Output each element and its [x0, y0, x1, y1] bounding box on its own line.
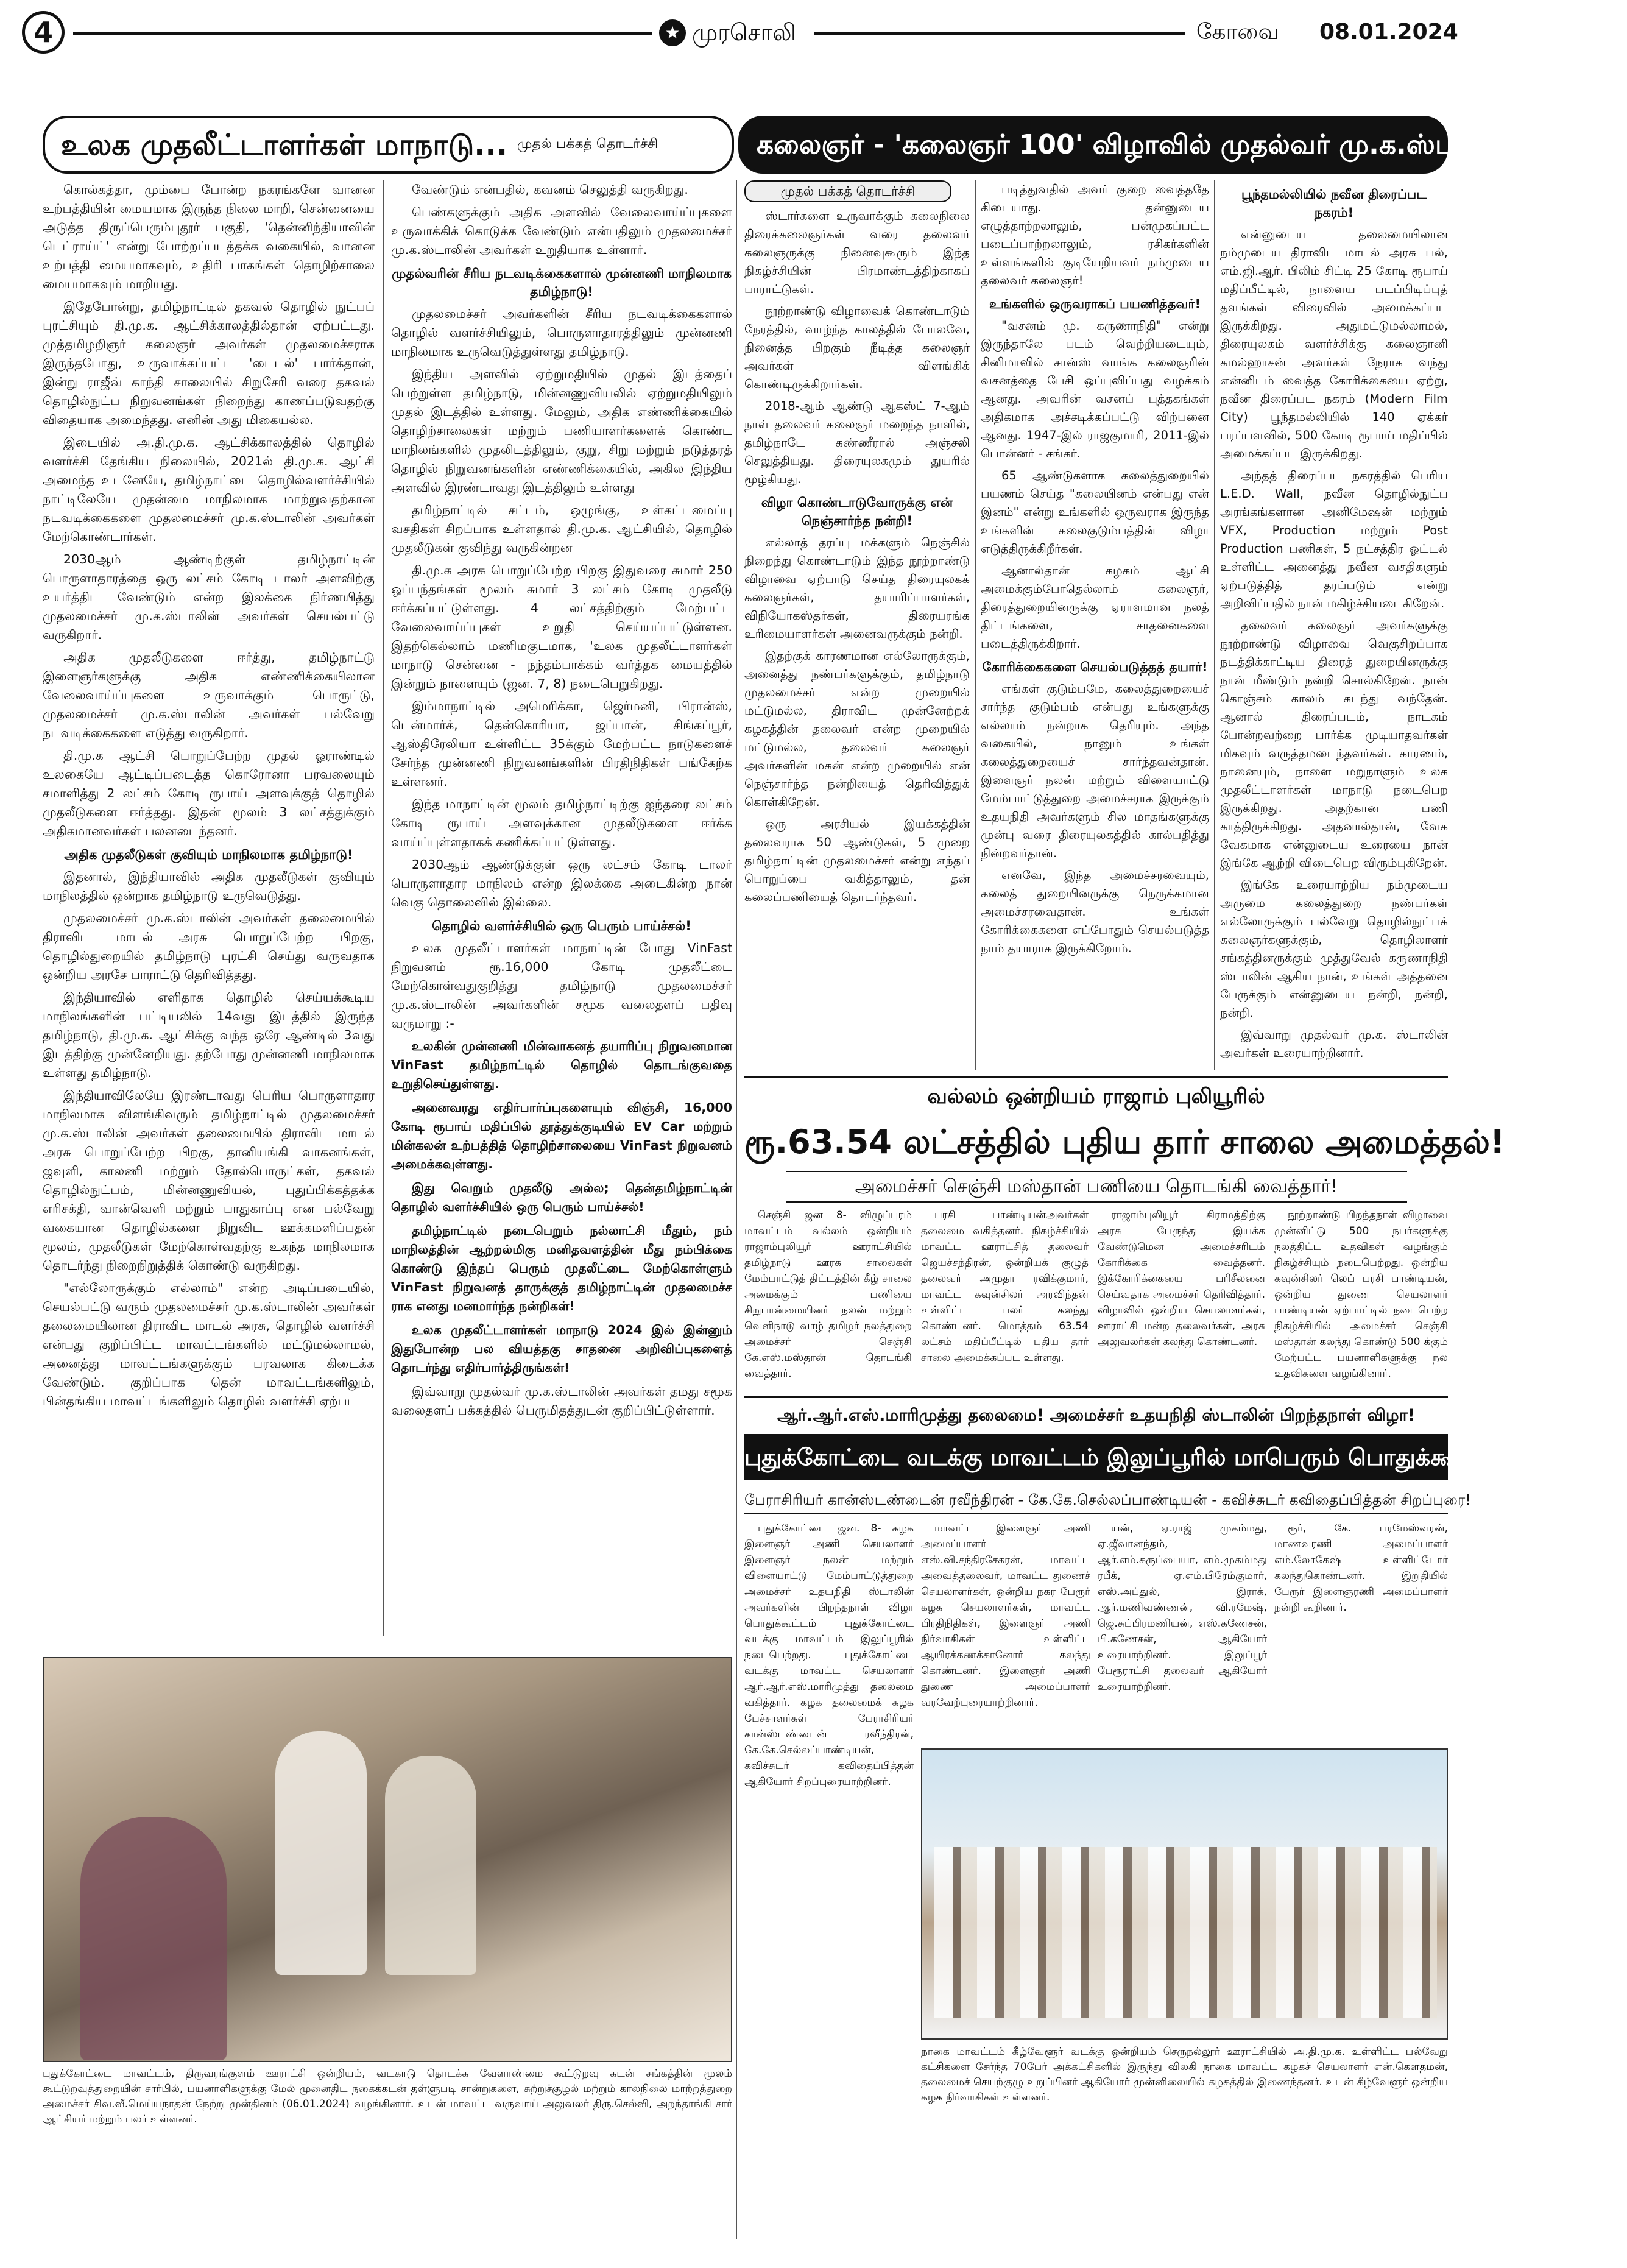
page-number-badge: [22, 11, 65, 54]
paragraph: பெண்களுக்கும் அதிக அளவில் வேலைவாய்ப்புகளை உருவாக்கிக் கொடுக்க வேண்டும் என்பதிலும் முதலமைச்சர் மு.க.ஸ்டாலின் அவர்கள் உறுதியாக உள்ளார்.: [391, 205, 732, 257]
right-article-column-1: [744, 207, 970, 1072]
paragraph: எங்கள் குடும்பமே, கலைத்துறையைச் சார்ந்த குடும்பம் என்பது உங்களுக்கு எல்லாம் நன்றாக தெரியும். அந்த வகையில், நானும் உங்கள் கலைத்துறையைச் சார்ந்தவன்தான். இளைஞர் நலன் மற்றும் விளையாட்டு மேம்பாட்டுத்துறை அமைச்சராக இருக்கும் உதயநிதி அவர்களும் சில மாதங்களுக்கு முன்பு வரை திரையுலகத்தில் கால்பதித்து நின்றவர்தான்.: [981, 682, 1209, 860]
paragraph: பரசி பாண்டியன்அவர்கள் தலைமை வகித்தனர். நிகழ்ச்சியில் மாவட்ட ஊராட்சித் தலைவர் ஜெயச்சந்திரன், ஒன்றியக் குழுத் தலைவர் அமுதா ரவிக்குமார், மாவட்ட கவுன்சிலர் அரவிந்தன் உள்ளிட்ட பலர் கலந்து கொண்டனர். மொத்தம் 63.54 லட்சம் மதிப்பீட்டில் புதிய தார் சாலை அமைக்கப்பட உள்ளது.: [921, 1209, 1089, 1364]
road-story-column-4: [1274, 1207, 1448, 1390]
meeting-story-column-2: [921, 1521, 1090, 1740]
paragraph: அதிக முதலீடுகளை ஈர்த்து, தமிழ்நாட்டு இளைஞர்களுக்கு அதிக எண்ணிக்கையிலான வேலைவாய்ப்புகளை உருவாக்கும் பொருட்டு, முதலமைச்சர் மு.க.ஸ்டாலின் அவர்கள் பல்வேறு நடவடிக்கைகளை எடுத்து வருகிறார்.: [43, 650, 375, 740]
left-continued-label: முதல் பக்கத் தொடர்ச்சி: [517, 136, 658, 152]
paragraph: தி.மு.க ஆட்சி பொறுப்பேற்ற முதல் ஓராண்டில் உலகையே ஆட்டிப்படைத்த கொரோனா பரவலையும் சமாளித்து 2 லட்சம் கோடி ரூபாய் அளவுக்குத் தொழில் முதலீடுகளை ஈர்த்தது. இதன் மூலம் 3 லட்சத்துக்கும் அதிகமானவர்கள் பலனடைந்தனர்.: [43, 748, 375, 838]
left-headline: உலக முதலீட்டாளர்கள் மாநாடு...: [61, 127, 507, 162]
paragraph: 2030ஆம் ஆண்டுக்குள் ஒரு லட்சம் கோடி டாலர் பொருளாதார மாநிலம் என்ற இலக்கை அடைகின்ற நான் வெகு தொலைவில் இல்லை.: [391, 857, 732, 910]
paragraph: இம்மாநாட்டில் அமெரிக்கா, ஜெர்மனி, பிரான்ஸ், டென்மார்க், தென்கொரியா, ஜப்பான், சிங்கப்பூர், ஆஸ்திரேலியா உள்ளிட்ட 35க்கும் மேற்பட்ட நாடுகளைச் சேர்ந்த முன்னணி நிறுவனங்களின் பிரதிநிதிகள் பங்கேற்க உள்ளனர்.: [391, 699, 732, 789]
paragraph: இந்தியாவிலேயே இரண்டாவது பெரிய பொருளாதார மாநிலமாக விளங்கிவரும் தமிழ்நாட்டில் முதலமைச்சர் மு.க.ஸ்டாலின் அவர்கள் தலைமையில் திராவிட மாடல் அரசு பொறுப்பேற்ற பிறகு, தானியங்கி வாகனங்கள், ஜவுளி, காலணி மற்றும் தோல்பொருட்கள், தகவல் தொழில்நுட்பம், மின்னணுவியல், புதுப்பிக்கத்தக்க எரிசக்தி, வான்வெளி மற்றும் பாதுகாப்பு என பல்வேறு வகையான தொழில்களை நிறுவிட ஊக்கமளிப்பதன் மூலம், முதலீடுகள் மேற்கொள்வதற்கு உகந்த மாநிலமாக தொடர்ந்து நிறைநிறுத்திக் கொண்டு வருகிறது.: [43, 1088, 375, 1273]
right-continued-label: முதல் பக்கத் தொடர்ச்சி: [744, 180, 951, 202]
meeting-story-subhead: பேராசிரியர் கான்ஸ்டண்டைன் ரவீந்திரன் - கே.கே.செல்லப்பாண்டியன் - கவிச்சுடர் கவிதைப்பித்தன் சிறப்புரை!: [744, 1486, 1448, 1514]
meeting-story-kicker: ஆர்.ஆர்.எஸ்.மாரிமுத்து தலைமை! அமைச்சர் உதயநிதி ஸ்டாலின் பிறந்தநாள் விழா!: [777, 1406, 1415, 1425]
paragraph: மாவட்ட இளைஞர் அணி அமைப்பாளர் எஸ்.வி.சந்திரசேகரன், மாவட்ட அவைத்தலைவர், மாவட்ட துணைச் செயலாளர்கள், ஒன்றிய நகர பேரூர் கழக செயலாளர்கள், மாவட்ட பிரதிநிதிகள், இளைஞர் அணி நிர்வாகிகள் உள்ளிட்ட ஆயிரக்கணக்கானோர் கலந்து கொண்டனர். இளைஞர் அணி துணை அமைப்பாளர் வரவேற்புரையாற்றினார்.: [921, 1522, 1090, 1709]
photo-figure: [80, 1817, 227, 2060]
road-story-kicker: வல்லம் ஒன்றியம் ராஜாம் புலியூரில்: [927, 1084, 1265, 1109]
paragraph: முதலமைச்சர் மு.க.ஸ்டாலின் அவர்கள் தலைமையில் திராவிட மாடல் அரசு பொறுப்பேற்ற பிறகு, தொழில்துறையில் தமிழ்நாடு புரட்சி செய்து வருவதாக ஒன்றிய அரசே பாராட்டு தெரிவித்தது.: [43, 911, 375, 982]
masthead: [22, 6, 1458, 73]
photo-loan-certificate-event: [43, 1657, 732, 2062]
paragraph: இதேபோன்று, தமிழ்நாட்டில் தகவல் தொழில் நுட்பப் புரட்சியும் தி.மு.க. ஆட்சிக்காலத்தில்தான் ஏற்பட்டது. முத்தமிழறிஞர் கலைஞர் அவர்கள் முதலமைச்சராக இருந்தபோது, உருவாக்கப்பட்ட 'டைடல்' பார்க்தான், இன்று ராஜீவ் காந்தி சாலையில் சிறுசேரி வரை தகவல் தொழில்நுட்ப நிறுவனங்கள் நிறைந்து காணப்படுவதற்கு விதையாக அமைந்தது. எனின் அது மிகையல்ல.: [43, 299, 375, 427]
paragraph: 2018-ஆம் ஆண்டு ஆகஸ்ட் 7-ஆம் நாள் தலைவர் கலைஞர் மறைந்த நாளில், தமிழ்நாடே கண்ணீரால் அஞ்சலி செலுத்தியது. திரையுலகமும் துயரில் மூழ்கியது.: [744, 399, 970, 486]
paragraph: நூற்றாண்டு பிறந்தநாள் விழாவை முன்னிட்டு 500 நபர்களுக்கு நலத்திட்ட உதவிகள் வழங்கும் நிகழ்ச்சியும் நடைபெற்றது. ஒன்றிய கவுன்சிலர் லெப் பரசி பாண்டியன், ஒன்றிய துணை செயலாளர் பாண்டியன் ஏற்பாட்டில் நடைபெற்ற நிகழ்ச்சியில் அமைச்சர் செஞ்சி மஸ்தான் கலந்து கொண்டு 500 க்கும் மேற்பட்ட பயனாளிகளுக்கு நல உதவிகளை வழங்கினார்.: [1274, 1209, 1448, 1380]
section-divider: [744, 1076, 1448, 1078]
road-story-column-2: [921, 1207, 1089, 1390]
paragraph: இங்கே உரையாற்றிய நம்முடைய அருமை கலைத்துறை நண்பர்கள் எல்லோருக்கும் பல்வேறு தொழில்நுட்பக் கலைஞர்களுக்கும், தொழிலாளர் சங்கத்தினருக்கும் முத்துவேல் கருணாநிதி ஸ்டாலின் ஆகிய நான், உங்கள் அத்தனை பேருக்கும் என்னுடைய நன்றி, நன்றி, நன்றி.: [1220, 878, 1448, 1020]
paragraph: செஞ்சி ஜன 8- விழுப்புரம் மாவட்டம் வல்லம் ஒன்றியம் ராஜாம்புலியூர் ஊராட்சியில் தமிழ்நாடு ஊரக சாலைகள் மேம்பாட்டுத் திட்டத்தின் கீழ் சாலை அமைக்கும் பணியை சிறுபான்மையினர் நலன் மற்றும் வெளிநாடு வாழ் தமிழர் நலத்துறை அமைச்சர் செஞ்சி கே.எஸ்.மஸ்தான் தொடங்கி வைத்தார்.: [744, 1209, 912, 1380]
paragraph: "எல்லோருக்கும் எல்லாம்" என்ற அடிப்படையில், செயல்பட்டு வரும் முதலமைச்சர் மு.க.ஸ்டாலின் அவர்கள் தலைமையிலான திராவிட மாடல் அரசு, தொழில் வளர்ச்சி என்பது குறிப்பிட்ட மாவட்டங்களில் மட்டுமல்லாமல், அனைத்து மாவட்டங்களுக்கும் பரவலாக கிடைக்க வேண்டும். குறிப்பாக தென் மாவட்டங்களிலும், பின்தங்கிய மாவட்டங்களிலும் தொழில் வளர்ச்சி ஏற்பட: [43, 1281, 375, 1408]
paper-name: முரசொலி: [692, 19, 796, 46]
paragraph: ஒரு அரசியல் இயக்கத்தின் தலைவராக 50 ஆண்டுகள், 5 முறை தமிழ்நாட்டின் முதலமைச்சர் என்று எந்தப் பொறுப்பை வகித்தாலும், தன் கலைப்பணியைத் தொடர்ந்தவர்.: [744, 817, 970, 904]
photo-figure: [385, 1756, 476, 1975]
column-rule: [383, 180, 384, 1636]
column-rule: [736, 180, 737, 2239]
paragraph: கொல்கத்தா, மும்பை போன்ற நகரங்களே வானன உற்பத்தியின் மையமாக இருந்த நிலை மாறி, சென்னையை அடுத்த திருப்பெரும்புதூர் பகுதி, 'தென்னிந்தியாவின் டெட்ராய்ட்' என்று போற்றப்படத்தக்க வகையில், வானன உற்பத்தி மையமாகவும், உதிரி பாகங்கள் தொழிற்சாலை மையமாகவும் மாறியது.: [43, 182, 375, 291]
paragraph: வேண்டும் என்பதில், கவனம் செலுத்தி வருகிறது.: [412, 182, 688, 197]
paragraph: இந்தியாவில் எளிதாக தொழில் செய்யக்கூடிய மாநிலங்களின் பட்டியலில் 14வது இடத்தில் இருந்த தமிழ்நாடு, தி.மு.க. ஆட்சிக்கு வந்த ஒரே ஆண்டில் 3வது இடத்திற்கு முன்னேறியது. தற்போது முன்னணி மாநிலமாக உள்ளது தமிழ்நாடு.: [43, 990, 375, 1080]
paragraph: படித்துவதில் அவர் குறை வைத்ததே கிடையாது. தன்னுடைய எழுத்தாற்றலாலும், பன்முகப்பட்ட படைப்பாற்றலாலும், ரசிகர்களின் உள்ளங்களில் குடியேறியவர் நம்முடைய தலைவர் கலைஞர்!: [981, 182, 1209, 288]
left-article-column-1: [43, 180, 375, 1636]
photo-right-caption: நாகை மாவட்டம் கீழ்வேளூர் வடக்கு ஒன்றியம் செருநல்லூர் ஊராட்சியில் அ.தி.மு.க. உள்ளிட்ட பல்வேறு கட்சிகளை சேர்ந்த 70பேர் அக்கட்சிகளில் இருந்து விலகி நாகை மாவட்ட கழகச் செயலாளர் என்.கௌதமன், தலைமைச் செயற்குழு உறுப்பினர் ஆகியோர் முன்னிலையில் கழகத்தில் இணைந்தனர். உடன் கீழ்வேளூர் ஒன்றிய கழக நிர்வாகிகள் உள்ளனர்.: [921, 2046, 1448, 2104]
left-headline-banner: [43, 116, 734, 174]
paragraph: புதுக்கோட்டை ஜன. 8- கழக இளைஞர் அணி செயலாளர் இளைஞர் நலன் மற்றும் விளையாட்டு மேம்பாட்டுத்துறை அமைச்சர் உதயநிதி ஸ்டாலின் அவர்களின் பிறந்தநாள் விழா பொதுக்கூட்டம் புதுக்கோட்டை வடக்கு மாவட்டம் இலுப்பூரில் நடைபெற்றது. புதுக்கோட்டை வடக்கு மாவட்ட செயலாளர் ஆர்.ஆர்.எஸ்.மாரிமுத்து தலைமை வகித்தார். கழக தலைமைக் கழக பேச்சாளர்கள் பேராசிரியர் கான்ஸ்டண்டைன் ரவீந்திரன், கே.கே.செல்லப்பாண்டியன், கவிச்சுடர் கவிதைப்பித்தன் ஆகியோர் சிறப்புரையாற்றினர்.: [744, 1522, 914, 1788]
paragraph: தலைவர் கலைஞர் அவர்களுக்கு நூற்றாண்டு விழாவை வெகுசிறப்பாக நடத்திக்காட்டிய திரைத் துறையினருக்கு நான் மீண்டும் நன்றி சொல்கிறேன். நான் கொஞ்சம் காலம் கடந்து வந்தேன். ஆனால் திரைப்படம், நாடகம் போன்றவற்றை பார்க்க முடியாதவர்கள் மிகவும் வருத்தமடைந்தவர்கள். காரணம், நானையும், நாளை மறுநாளும் உலக முதலீட்டாளர்கள் மாநாடு நடைபெற இருக்கிறது. அதற்கான பணி காத்திருக்கிறது. அதனால்தான், வேக வேகமாக என்னுடைய உரையை நான் இங்கே ஆற்றி விடைபெற விரும்புகிறேன்.: [1220, 618, 1448, 870]
paragraph: ஆனால்தான் கழகம் ஆட்சி அமைக்கும்போதெல்லாம் கலைஞர், திரைத்துறையினருக்கு ஏராளமான நலத் திட்டங்களை, சாதனைகளை படைத்திருக்கிறார்.: [981, 563, 1209, 651]
paragraph: ஸ்டார்களை உருவாக்கும் கலைநிலை திரைக்கலைஞர்கள் வரை தலைவர் கலைஞருக்கு நினைவுகூரும் இந்த நிகழ்ச்சியின் பிரமாண்டத்திற்காகப் பாராட்டுகள்.: [744, 209, 970, 296]
subheading: முதல்வரின் சீரிய நடவடிக்கைகளால் முன்னணி மாநிலமாக தமிழ்நாடு!: [392, 266, 732, 299]
paragraph: தி.மு.க அரசு பொறுப்பேற்ற பிறகு இதுவரை சுமார் 250 ஒப்பந்தங்கள் மூலம் சுமார் 3 லட்சம் கோடி முதலீடு ஈர்க்கப்பட்டுள்ளது. 4 லட்சத்திற்கும் மேற்பட்ட வேலைவாய்ப்புகள் உறுதி செய்யப்பட்டுள்ளன. இதற்கெல்லாம் மணிமகுடமாக, 'உலக முதலீட்டாளர்கள் மாநாடு சென்னை - நந்தம்பாக்கம் வர்த்தக மையத்தில் இன்றும் நாளையும் (ஜன. 7, 8) நடைபெறுகிறது.: [391, 563, 732, 691]
photo-figure: [275, 1731, 367, 1975]
paragraph: இவ்வாறு முதல்வர் மு.க. ஸ்டாலின் அவர்கள் உரையாற்றினார்.: [1220, 1028, 1448, 1060]
masthead-rule-right: [814, 32, 1185, 35]
masthead-rule-left: [73, 32, 652, 35]
paragraph: இந்த மாநாட்டின் மூலம் தமிழ்நாட்டிற்கு ஐந்தரை லட்சம் கோடி ரூபாய் அளவுக்கான முதலீடுகளை ஈர்க்க வாய்ப்புள்ளதாகக் கணிக்கப்பட்டுள்ளது.: [391, 797, 732, 849]
left-article-column-2: [391, 180, 732, 1636]
paragraph: 2030ஆம் ஆண்டிற்குள் தமிழ்நாட்டின் பொருளாதாரத்தை ஒரு லட்சம் கோடி டாலர் அளவிற்கு உயர்த்திட வேண்டும் என்ற இலக்கை நிர்ணயித்து முதலமைச்சர் மு.க.ஸ்டாலின் அவர்கள் செயல்பட்டு வருகிறார்.: [43, 552, 375, 642]
meeting-story-headline: புதுக்கோட்டை வடக்கு மாவட்டம் இலுப்பூரில் மாபெரும் பொதுக்கூட்டம்!: [744, 1434, 1448, 1480]
paragraph: ரூர், கே. பரமேஸ்வரன், மாணவரணி அமைப்பாளர் எம்.லோகேஷ் உள்ளிட்டோர் கலந்துகொண்டனர். இறுதியில் பேரூர் இளைஞரணி அமைப்பாளர் நன்றி கூறினார்.: [1274, 1522, 1448, 1614]
column-rule: [1214, 180, 1215, 1070]
subheading: விழா கொண்டாடுவோருக்கு என் நெஞ்சார்ந்த நன்றி!: [761, 495, 953, 528]
meeting-story-column-4: [1274, 1521, 1448, 1740]
paragraph: நூற்றாண்டு விழாவைக் கொண்டாடும் நேரத்தில், வாழ்ந்த காலத்தில் போலவே, நினைத்த பிறகும் நீடித்த கலைஞர் அவர்கள் விளங்கிக் கொண்டிருக்கிறார்கள்.: [744, 304, 970, 391]
paragraph: இடையில் அ.தி.மு.க. ஆட்சிக்காலத்தில் தொழில் வளர்ச்சி தேங்கிய நிலையில், 2021ல் தி.மு.க. ஆட்சி அமைந்த உடனேயே, தமிழ்நாட்டை தொழில்வளர்ச்சியில் நாட்டிலேயே முதன்மை மாநிலமாக மாற்றுவதற்கான நடவடிக்கைகளை முதலமைச்சர் மு.க.ஸ்டாலின் அவர்கள் மேற்கொண்டார்கள்.: [43, 435, 375, 544]
right-article-column-2: [981, 180, 1209, 1072]
quote-paragraph: தமிழ்நாட்டில் நடைபெறும் நல்லாட்சி மீதும், நம் மாநிலத்தின் ஆற்றல்மிகு மனிதவளத்தின் மீது நம்பிக்கை கொண்டு இந்தப் பெரும் முதலீட்டை மேற்கொள்ளும் VinFast நிறுவனத் தாருக்குத் தமிழ்நாட்டின் முதலமைச்ச ராக எனது மனமார்ந்த நன்றிகள்!: [391, 1223, 732, 1313]
section-divider: [744, 1396, 1448, 1398]
subheading: தொழில் வளர்ச்சியில் ஒரு பெரும் பாய்ச்சல்!: [432, 919, 691, 933]
right-article-column-3: [1220, 180, 1448, 1072]
quote-paragraph: இது வெறும் முதலீடு அல்ல; தென்தமிழ்நாட்டின் தொழில் வளர்ச்சியில் ஒரு பெரும் பாய்ச்சல்!: [391, 1181, 732, 1214]
paragraph: யன், ஏ.ராஜ் முகம்மது, ஏ.ஜீவானந்தம், ஆர்.எம்.கருப்பையா, எம்.முகம்மது ரபீக், ஏ.எம்.பிரேம்குமார், எஸ்.அப்துல், இராக், ஆர்.மணிவண்ணன், வி.ரமேஷ், ஜெ.சுப்பிரமணியன், எஸ்.கணேசன், பி.கணேசன், ஆகியோர் உரையாற்றினர். இலுப்பூர் பேரூராட்சி தலைவர் ஆகியோர் உரையாற்றினர்.: [1098, 1522, 1267, 1693]
meeting-story-column-3: [1098, 1521, 1267, 1740]
photo-group: [934, 1847, 1437, 2018]
quote-paragraph: உலக முதலீட்டாளர்கள் மாநாடு 2024 இல் இன்னும் இதுபோன்ற பல வியத்தகு சாதனை அறிவிப்புகளைத் தொடர்ந்து எதிர்பார்த்திருங்கள்!: [391, 1323, 732, 1375]
paragraph: உலக முதலீட்டாளர்கள் மாநாட்டின் போது VinFast நிறுவனம் ரூ.16,000 கோடி முதலீட்டை மேற்கொள்வதுகுறித்து தமிழ்நாடு முதலமைச்சர் மு.க.ஸ்டாலின் அவர்களின் சமூக வலைதளப் பதிவு வருமாறு :-: [391, 941, 732, 1031]
issue-date: 08.01.2024: [1319, 19, 1458, 44]
paragraph: இதனால், இந்தியாவில் அதிக முதலீடுகள் குவியும் மாநிலத்தில் ஒன்றாக தமிழ்நாடு உருவெடுத்து.: [43, 869, 375, 903]
road-story-subhead: அமைச்சர் செஞ்சி மஸ்தான் பணியை தொடங்கி வைத்தார்!: [786, 1171, 1407, 1203]
right-headline-banner: [738, 116, 1627, 174]
road-story-column-3: [1098, 1207, 1265, 1390]
column-rule: [975, 180, 976, 1070]
photo-left-caption: புதுக்கோட்டை மாவட்டம், திருவரங்குளம் ஊராட்சி ஒன்றியம், வடகாடு தொடக்க வேளாண்மை கூட்டுறவு கடன் சங்கத்தின் மூலம் கூட்டுறவுத்துறையின் சார்பில், பயனாளிகளுக்கு மேல் முனைதிட நகைக்கடன் தள்ளுபடி சான்றுகளை, சுற்றுச்சூழல் மற்றும் காலநிலை மாற்றத்துறை அமைச்சர் சிவ.வீ.மெய்யநாதன் நேற்று முன்தினம் (06.01.2024) வழங்கினார். உடன் மாவட்ட வருவாய் அலுவலர் திரு.செல்வி, அறந்தாங்கி சார் ஆட்சியர் மற்றும் பலர் உள்ளனர்.: [43, 2068, 732, 2125]
quote-paragraph: உலகின் முன்னணி மின்வாகனத் தயாரிப்பு நிறுவனமான VinFast தமிழ்நாட்டில் தொழில் தொடங்குவதை உறுதிசெய்துள்ளது.: [391, 1039, 732, 1091]
road-story-headline: ரூ.63.54 லட்சத்தில் புதிய தார் சாலை அமைத்தல்!: [744, 1123, 1505, 1161]
paragraph: "வசனம் மு. கருணாநிதி" என்று இருந்தாலே படம் வெற்றியடையும், சினிமாவில் சான்ஸ் வாங்க கலைஞரின் வசனத்தை பேசி ஒப்புவிப்பது வழக்கம் ஆனது. அவரின் வசனப் புத்தகங்கள் அதிகமாக அச்சடிக்கப்பட்டு விற்பனை ஆனது. 1947-இல் ராஜகுமாரி, 2011-இல் பொன்னர் - சங்கர்.: [981, 319, 1209, 461]
subheading: உங்களில் ஒருவராகப் பயணித்தவர்!: [989, 297, 1201, 311]
subheading: கோரிக்கைகளை செயல்படுத்தத் தயார்!: [982, 660, 1208, 674]
paragraph: அந்தத் திரைப்பட நகரத்தில் பெரிய L.E.D. Wall, நவீன தொழில்நுட்ப அரங்கங்களான அனிமேஷன் மற்றும் VFX, Production மற்றும் Post Production பணிகள், 5 நட்சத்திர ஓட்டல் உள்ளிட்ட அனைத்து நவீன வசதிகளும் ஏற்படுத்தித் தரப்படும் என்று அறிவிப்பதில் நான் மகிழ்ச்சியடைகிறேன்.: [1220, 468, 1448, 610]
paragraph: தமிழ்நாட்டில் சட்டம், ஒழுங்கு, உள்கட்டமைப்பு வசதிகள் சிறப்பாக உள்ளதால் தி.மு.க. ஆட்சியில், தொழில் முதலீடுகள் குவிந்து வருகின்றன: [391, 503, 732, 555]
photo-party-joining-event: [921, 1748, 1448, 2040]
paragraph: ராஜாம்புலியூர் கிராமத்திற்கு அரசு பேருந்து இயக்க வேண்டுமென அமைச்சரிடம் கோரிக்கை வைத்தனர். இக்கோரிக்கையை பரிசீலனை செய்வதாக அமைச்சர் தெரிவித்தார். விழாவில் ஒன்றிய செயலாளர்கள், ஊராட்சி மன்ற தலைவர்கள், அரசு அலுவலர்கள் கலந்து கொண்டனர்.: [1098, 1209, 1265, 1348]
edition-name: கோவை: [1196, 19, 1279, 44]
paragraph: 65 ஆண்டுகளாக கலைத்துறையில் பயணம் செய்த "கலையினம் என்பது என் இனம்" என்று உங்களில் ஒருவராக இருந்த உங்களின் கலைகுடும்பத்தின் விழா எடுத்திருக்கிறீர்கள்.: [981, 468, 1209, 556]
paragraph: இவ்வாறு முதல்வர் மு.க.ஸ்டாலின் அவர்கள் தமது சமூக வலைதளப் பக்கத்தில் பெருமிதத்துடன் குறிப்பிட்டுள்ளார்.: [391, 1384, 732, 1418]
paper-logo-icon: ★: [659, 19, 686, 46]
subheading: அதிக முதலீடுகள் குவியும் மாநிலமாக தமிழ்நாடு!: [64, 847, 353, 862]
subheading: பூந்தமல்லியில் நவீன திரைப்பட நகரம்!: [1241, 187, 1427, 220]
paragraph: முதலமைச்சர் அவர்களின் சீரிய நடவடிக்கைகளால் தொழில் வளர்ச்சியிலும், பொருளாதாரத்திலும் முன்னணி மாநிலமாக உருவெடுத்துள்ளது தமிழ்நாடு.: [391, 306, 732, 359]
page-number: 4: [33, 16, 53, 49]
paragraph: என்னுடைய தலைமையிலான நம்முடைய திராவிட மாடல் அரசு பல், எம்.ஜி.ஆர். பிலிம் சிட்டி 25 கோடி ரூபாய் மதிப்பீட்டில், நாளைய படப்பிடிப்புத் தளங்கள் விரைவில் அமைக்கப்பட இருக்கிறது. அதுமட்டுமல்லாமல், திரையுலகம் வளர்ச்சிக்கு கலைஞானி கமல்ஹாசன் அவர்கள் நேராக வந்து என்னிடம் வைத்த கோரிக்கையை ஏற்று, நவீன திரைப்பட நகரம் (Modern Film City) பூந்தமல்லியில் 140 ஏக்கர் பரப்பளவில், 500 கோடி ரூபாய் மதிப்பில் அமைக்கப்பட இருக்கிறது.: [1220, 227, 1448, 461]
paragraph: இதற்குக் காரணமான எல்லோருக்கும், அனைத்து நண்பர்களுக்கும், தமிழ்நாடு முதலமைச்சர் என்ற முறையில் மட்டுமல்ல, திராவிட முன்னேற்றக் கழகத்தின் தலைவர் என்ற முறையில் மட்டுமல்ல, தலைவர் கலைஞர் அவர்களின் மகன் என்ற முறையில் என் நெஞ்சார்ந்த நன்றியைத் தெரிவித்துக் கொள்கிறேன்.: [744, 649, 970, 809]
paragraph: இந்திய அளவில் ஏற்றுமதியில் முதல் இடத்தைப் பெற்றுள்ள தமிழ்நாடு, மின்னணுவியலில் ஏற்றுமதியிலும் முதல் இடத்தில் உள்ளது. மேலும், அதிக எண்ணிக்கையில் தொழிற்சாலைகள் மற்றும் பணியாளர்களைக் கொண்ட மாநிலங்களில் முதலிடத்திலும், குறு, சிறு மற்றும் நடுத்தரத் தொழில் நிறுவனங்களின் எண்ணிக்கையில், அகில இந்திய அளவில் இரண்டாவது இடத்திலும் உள்ளது: [391, 367, 732, 495]
paragraph: எனவே, இந்த அமைச்சரவையும், கலைத் துறையினருக்கு நெருக்கமான அமைச்சரவைதான். உங்கள் கோரிக்கைகளை எப்போதும் செயல்படுத்த நாம் தயாராக இருக்கிறோம்.: [981, 868, 1209, 955]
meeting-story-column-1: [744, 1521, 914, 2227]
right-headline: கலைஞர் - 'கலைஞர் 100' விழாவில் முதல்வர் மு.க.ஸ்டாலின் உரை...: [757, 129, 1627, 160]
quote-paragraph: அனைவரது எதிர்பார்ப்புகளையும் விஞ்சி, 16,000 கோடி ரூபாய் மதிப்பில் தூத்துக்குடியில் EV Car மற்றும் மின்கலன் உற்பத்தித் தொழிற்சாலையை VinFast நிறுவனம் அமைக்கவுள்ளது.: [391, 1100, 732, 1171]
paragraph: எல்லாத் தரப்பு மக்களும் நெஞ்சில் நிறைந்து கொண்டாடும் இந்த நூற்றாண்டு விழாவை ஏற்பாடு செய்த திரையுலகக் கலைஞர்கள், தயாரிப்பாளர்கள், விநியோகஸ்தர்கள், திரையரங்க உரிமையாளர்கள் அனைவருக்கும் நன்றி.: [744, 535, 970, 641]
road-story-column-1: [744, 1207, 912, 1390]
